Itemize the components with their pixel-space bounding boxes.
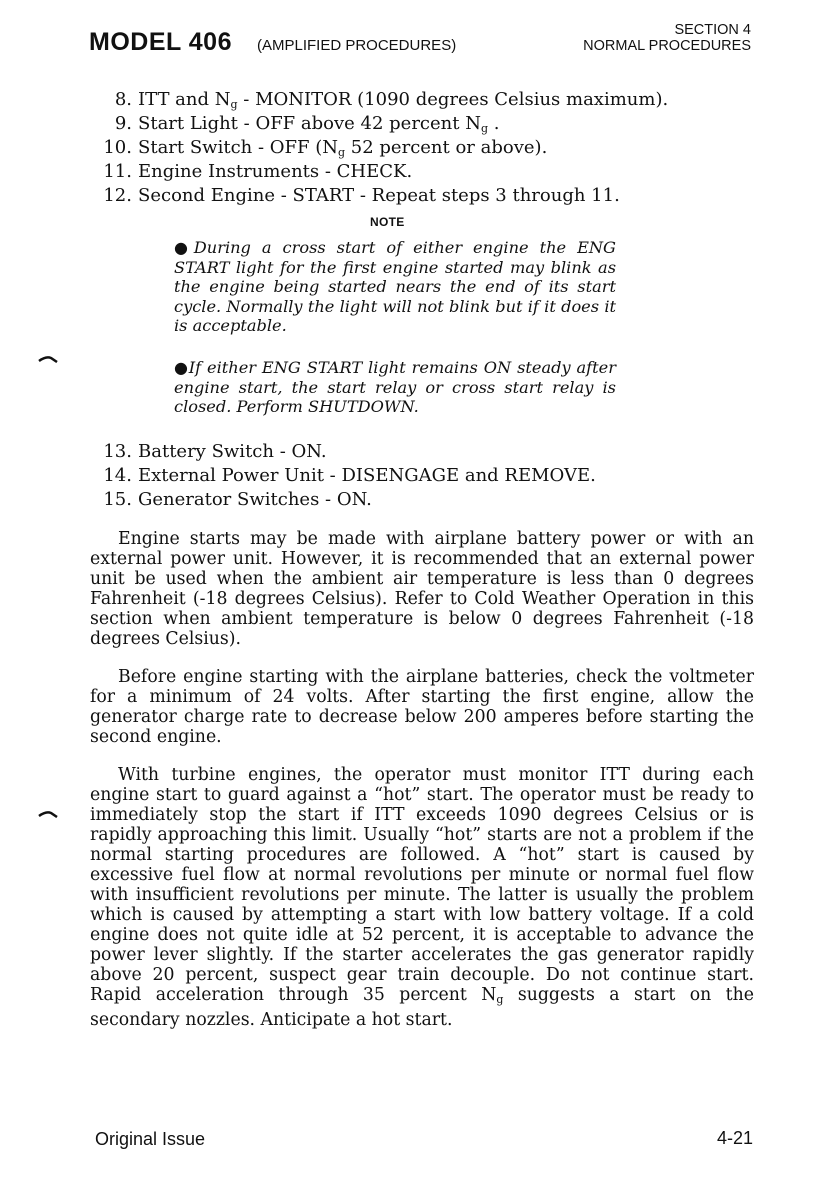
model-title: MODEL 406 [89, 28, 232, 56]
step-13: 13. Battery Switch - ON. [103, 441, 327, 462]
section-number: SECTION 4 [674, 22, 751, 38]
step-10: 10. Start Switch - OFF ($N_g$ 52 percent or above). [103, 137, 548, 159]
revision-mark-icon [38, 355, 58, 363]
bullet-icon: ● [174, 358, 189, 377]
note-item-2 [174, 358, 616, 417]
revision-mark-icon [38, 810, 58, 818]
step-9: 9. Start Light - OFF above 42 percent $N_g$ . [114, 113, 500, 135]
bullet-icon: ● [174, 238, 194, 257]
note-heading: NOTE [370, 215, 405, 229]
step-12: 12. Second Engine - START - Repeat steps 3 through 11. [103, 185, 620, 206]
section-title: NORMAL PROCEDURES [583, 38, 751, 54]
paragraph-power-source: Engine starts may be made with airplane battery power or with an external power unit. However, it is recommended that an external power unit be used when the ambient air temperature is less than 0 degrees Fahrenheit (-18 degrees Celsius). Refer to Cold Weather Operation in this section when ambient temperature is below 0 degrees Fahrenheit (-18 degrees Celsius). [90, 529, 754, 649]
step-8: 8. ITT and $N_g$ - MONITOR (1090 degrees Celsius maximum). [114, 89, 669, 111]
procedure-steps-8-12 [98, 88, 738, 208]
procedure-type: (AMPLIFIED PROCEDURES) [257, 37, 457, 54]
step-14: 14. External Power Unit - DISENGAGE and REMOVE. [103, 465, 596, 486]
paragraph-hot-start: With turbine engines, the operator must monitor ITT during each engine start to guard against a “hot” start. The operator must be ready to immediately stop the start if ITT exceeds 1090 degrees Celsius or is rapidly approaching this limit. Usually “hot” starts are not a problem if the normal starting procedures are followed. A “hot” start is caused by excessive fuel flow at normal revolutions per minute or normal fuel flow with insufficient revolutions per minute. The latter is usually the problem which is caused by attempting a start with low battery voltage. If a cold engine does not quite idle at 52 percent, it is acceptable to advance the power lever slightly. If the starter accelerates the gas generator rapidly above 20 percent, suspect gear train decouple. Do not continue start. Rapid acceleration through 35 percent $N_g$ suggests a start on the secondary nozzles. Anticipate a hot start. [90, 765, 754, 1030]
step-15: 15. Generator Switches - ON. [103, 489, 372, 510]
note-item-1 [174, 238, 616, 336]
paragraph-battery-check: Before engine starting with the airplane batteries, check the voltmeter for a minimum of 24 volts. After starting the first engine, allow the generator charge rate to decrease below 200 amperes before starting the second engine. [90, 667, 754, 747]
procedure-steps-13-15 [98, 440, 738, 512]
page-number: 4-21 [716, 1128, 753, 1148]
section-header [583, 22, 751, 54]
note-text-1: During a cross start of either engine the ENG START light for the first engine started may blink as the engine being started nears the end of its start cycle. Normally the light will not blink but if it does it is acceptable. [174, 238, 616, 335]
footer-issue: Original Issue [95, 1129, 206, 1149]
note-text-2: If either ENG START light remains ON steady after engine start, the start relay or cross start relay is closed. Perform SHUTDOWN. [174, 358, 617, 416]
step-11: 11. Engine Instruments - CHECK. [103, 161, 413, 182]
